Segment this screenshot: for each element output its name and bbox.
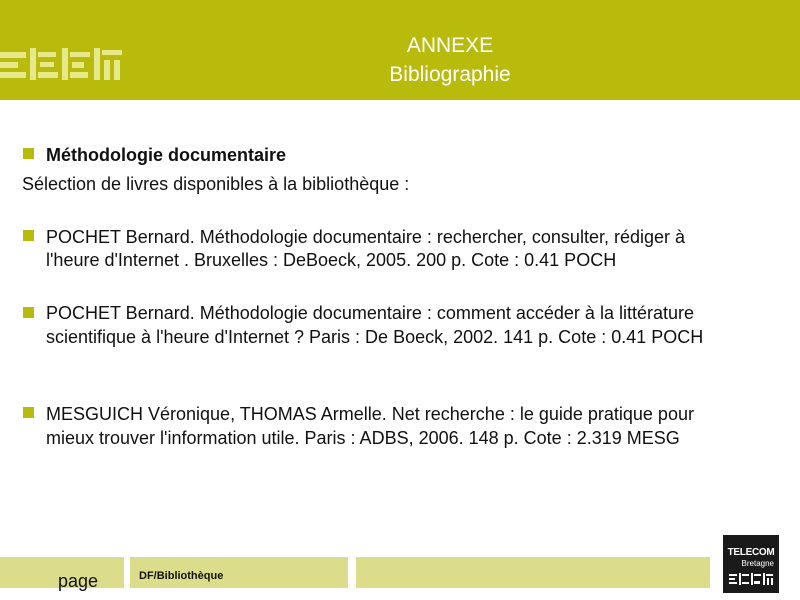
- bullet-icon: [23, 407, 34, 418]
- reference-2-line-2: scientifique à l'heure d'Internet ? Paris : De Boeck, 2002. 141 p. Cote : 0.41 POCH: [46, 327, 704, 347]
- bullet-icon: [23, 230, 34, 241]
- logo-text-bretagne: Bretagne: [741, 559, 774, 568]
- footer-page-label: page: [58, 571, 99, 591]
- title-line-bibliographie: Bibliographie: [389, 63, 511, 86]
- school-logo-watermark-icon: [0, 44, 126, 84]
- reference-1-line-1: POCHET Bernard. Méthodologie documentaire : rechercher, consulter, rédiger à: [46, 227, 685, 247]
- section-heading: Méthodologie documentaire: [46, 145, 287, 165]
- section-intro: Sélection de livres disponibles à la bibliothèque :: [22, 174, 410, 194]
- bullet-icon: [23, 307, 34, 318]
- footer-department-label: DF/Bibliothèque: [139, 570, 224, 582]
- logo-text-telecom: TELECOM: [727, 547, 775, 558]
- telecom-bretagne-logo: [723, 535, 779, 593]
- reference-3-line-2: mieux trouver l'information utile. Paris : ADBS, 2006. 148 p. Cote : 2.319 MESG: [46, 428, 680, 448]
- logo-glyphs-icon: [729, 572, 773, 586]
- footer-segment-blank: [356, 557, 710, 588]
- bullet-icon: [23, 148, 34, 159]
- header-band: [0, 0, 800, 100]
- title-line-annexe: ANNEXE: [406, 34, 494, 57]
- reference-2-line-1: POCHET Bernard. Méthodologie documentaire : comment accéder à la littérature: [46, 303, 694, 323]
- reference-3-line-1: MESGUICH Véronique, THOMAS Armelle. Net recherche : le guide pratique pour: [46, 404, 694, 424]
- slide-title: [300, 31, 600, 89]
- reference-1-line-2: l'heure d'Internet . Bruxelles : DeBoeck, 2005. 200 p. Cote : 0.41 POCH: [46, 250, 617, 270]
